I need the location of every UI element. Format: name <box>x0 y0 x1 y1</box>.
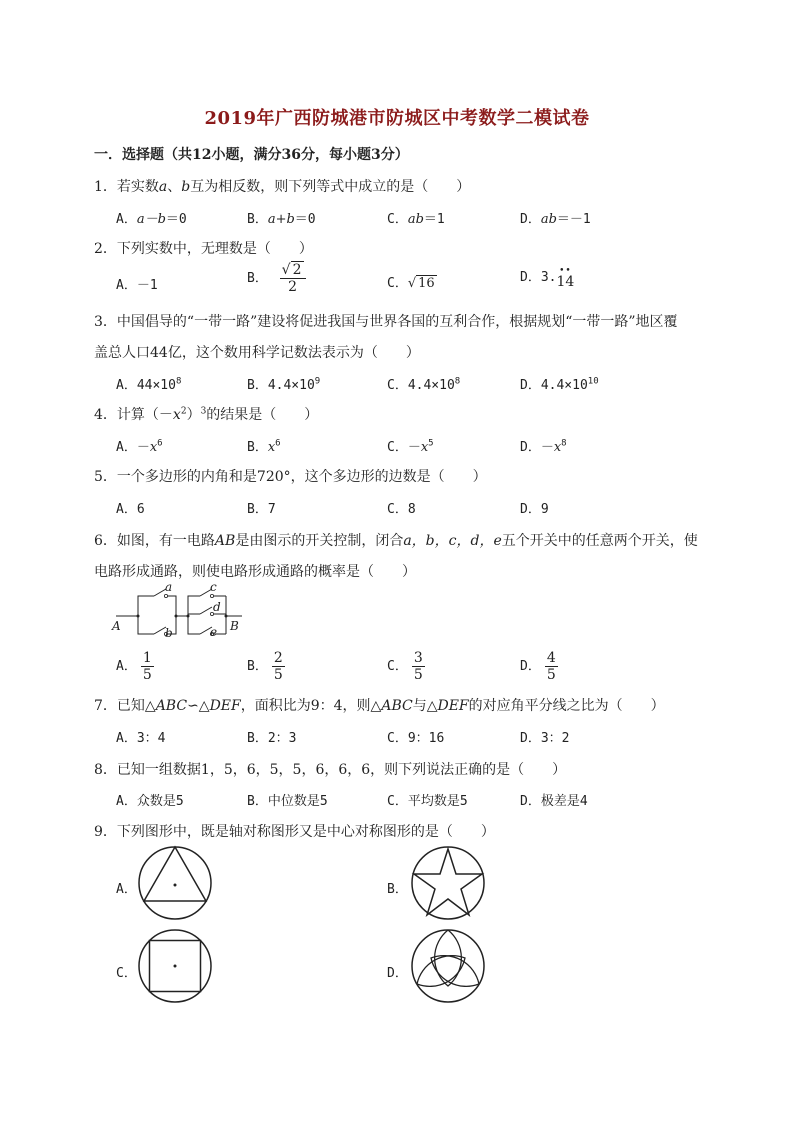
circle-triangle-figure <box>137 845 213 921</box>
question-1-stem: 1．若实数a、b互为相反数，则下列等式中成立的是（ ） <box>94 179 471 195</box>
question-9-stem: 9．下列图形中，既是轴对称图形又是中心对称图形的是（ ） <box>94 824 495 840</box>
circle-trefoil-figure <box>410 928 486 1004</box>
q3-option-b: B．$4.4\times 10^9$ <box>247 376 321 393</box>
section-heading: 一．选择题（共12小题，满分36分，每小题3分） <box>94 147 409 163</box>
q1-option-b: B．a+b＝0 <box>247 212 316 227</box>
q4-option-d: D．$-x^8$ <box>520 438 567 455</box>
terminal-label-a: A <box>112 619 121 633</box>
question-5-stem: 5．一个多边形的内角和是720°，这个多边形的边数是（ ） <box>94 469 487 485</box>
q5-option-c: C．8 <box>387 502 416 517</box>
q6-option-d: D． $\frac{4}{5}$ <box>520 650 556 683</box>
q2-option-d: D．3. •• 14 <box>520 265 575 290</box>
circuit-diagram <box>110 582 250 642</box>
q6-option-b: B． $\frac{2}{5}$ <box>247 650 283 683</box>
q5-option-b: B．7 <box>247 502 276 517</box>
q8-option-c: C．平均数是5 <box>387 794 468 809</box>
q8-option-a: A．众数是5 <box>116 794 184 809</box>
q4-option-b: B．$x^6$ <box>247 438 281 455</box>
q2-option-c: C．√ 16 <box>387 276 435 291</box>
q1-option-c: C．ab＝1 <box>387 212 445 227</box>
terminal-label-b: B <box>230 619 239 633</box>
q7-option-b: B．2：3 <box>247 731 297 746</box>
q4-option-c: C．$-x^5$ <box>387 438 434 455</box>
switch-label-c: c <box>210 582 217 594</box>
q6-option-c: C． $\frac{3}{5}$ <box>387 650 423 683</box>
q5-option-a: A．6 <box>116 502 145 517</box>
q7-option-a: A．3：4 <box>116 731 166 746</box>
q8-option-b: B．中位数是5 <box>247 794 328 809</box>
question-2-stem: 2．下列实数中，无理数是（ ） <box>94 241 313 257</box>
q9-option-d: D． <box>387 966 408 981</box>
question-8-stem: 8．已知一组数据1，5，6，5，5，6，6，6，则下列说法正确的是（ ） <box>94 762 567 778</box>
q8-option-d: D．极差是4 <box>520 794 588 809</box>
q3-option-a: A．$44\times 10^8$ <box>116 376 182 393</box>
question-6-line2: 电路形成通路，则使电路形成通路的概率是（ ） <box>94 564 416 580</box>
q9-option-c: C． <box>116 966 137 981</box>
switch-label-b: b <box>165 626 173 640</box>
question-4-stem: 4．计算$(-x^2)^3$的结果是（ ） <box>94 406 319 423</box>
q3-option-d: D．$4.4\times 10^{10}$ <box>520 376 599 393</box>
question-3-line2: 盖总人口44亿，这个数用科学记数法表示为（ ） <box>94 345 420 361</box>
q5-option-d: D．9 <box>520 502 549 517</box>
q1-option-d: D．ab＝－1 <box>520 212 591 227</box>
q7-option-c: C．9：16 <box>387 731 445 746</box>
switch-label-a: a <box>165 582 173 594</box>
q7-option-d: D．3：2 <box>520 731 570 746</box>
q4-option-a: A．$-x^6$ <box>116 438 163 455</box>
page-title: 2019年广西防城港市防城区中考数学二模试卷 <box>204 108 590 129</box>
circle-square-figure <box>137 928 213 1004</box>
question-6-line1: 6．如图，有一电路AB是由图示的开关控制，闭合a，b，c，d，e五个开关中的任意两个开关，使 <box>94 533 698 549</box>
q3-option-c: C．$4.4\times 10^8$ <box>387 376 461 393</box>
circle-star-figure <box>410 845 486 921</box>
q6-option-a: A． $\frac{1}{5}$ <box>116 650 152 683</box>
switch-label-e: e <box>210 625 218 639</box>
q2-option-a: A．－1 <box>116 278 158 293</box>
q9-option-a: A． <box>116 882 137 897</box>
q2-option-b: B． $\frac{√ 2}{2}$ <box>247 262 306 295</box>
question-7-stem: 7．已知△ABC∽△DEF，面积比为9：4，则△ABC与△DEF的对应角平分线之比为（ ） <box>94 698 665 714</box>
q9-option-b: B． <box>387 882 408 897</box>
switch-label-d: d <box>213 600 221 614</box>
sqrt2-over-2: $\frac{√ 2}{2}$ <box>280 262 306 295</box>
q1-option-a: A．a－b＝0 <box>116 212 187 227</box>
question-3-line1: 3．中国倡导的“一带一路”建设将促进我国与世界各国的互利合作，根据规划“一带一路”地区覆 <box>94 314 678 330</box>
